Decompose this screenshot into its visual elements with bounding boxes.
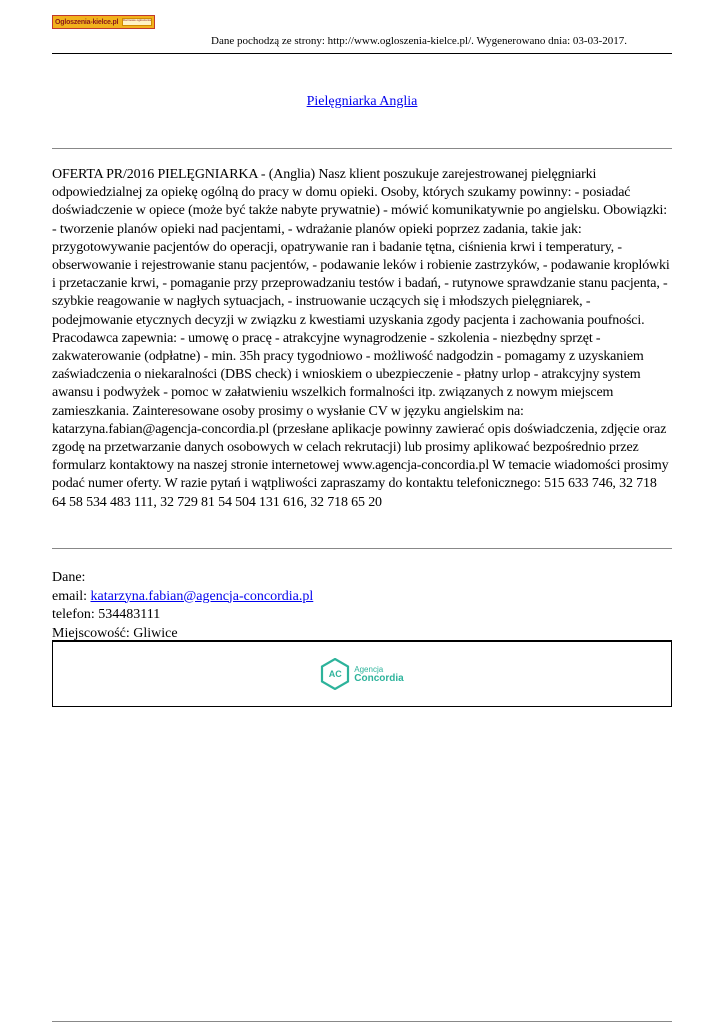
brand-logo-box [52,641,672,707]
contact-city: Miejscowość: Gliwice [52,625,178,641]
listing-body: OFERTA PR/2016 PIELĘGNIARKA - (Anglia) Nasz klient poszukuje zarejestrowanej pielęgniarki odpowiedzialnej za opiekę ogólną do pracy w domu opieki. Osoby, których szukamy powinny: - posiadać doświadczenie w opiece (może być także nabyte prywatnie) - mówić komunikatywnie po angielsku. Obowiązki: - tworzenie planów opieki nad pacjentami, - wdrażanie planów opieki poprzez zadania, takie jak: przygotowywanie pacjentów do operacji, opatrywanie ran i badanie tętna, ciśnienia krwi i temperatury, - obserwowanie i rejestrowanie stanu pacjentów, - podawanie leków i robienie zastrzyków, - podawanie kroplówki i przetaczanie krwi, - pomaganie przy przeprowadzaniu testów i badań, - rutynowe sprawdzanie stanu pacjenta, - szybkie reagowanie w nagłych sytuacjach, - instruowanie uczących się i młodszych pielęgniarek, - podejmowanie etycznych decyzji w związku z kwestiami uzyskania zgody pacjenta i zachowania poufności. Pracodawca zapewnia: - umowę o pracę - atrakcyjne wynagrodzenie - szkolenia - niezbędny sprzęt - zakwaterowanie (odpłatne) - min. 35h pracy tygodniowo - możliwość nadgodzin - pomagamy z uzyskaniem zaświadczenia o niekaralności (DBS check) i wnioskiem o ubezpieczenie - płatny urlop - atrakcyjny system awansu i podwyżek - pomoc w załatwieniu wszelkich formalności itp. związanych z nowym miejscem zamieszkania. Zainteresowane osoby prosimy o wysłanie CV w języku angielskim na: katarzyna.fabian@agencja-concordia.pl (przesłane aplikacje powinny zawierać opis doświadczenia, zdjęcie oraz zgodę na przetwarzanie danych osobowych w celach rekrutacji) lub prosimy aplikować bezpośrednio przez formularz kontaktowy na naszej stronie internetowej www.agencja-concordia.pl W temacie wiadomości prosimy podać numer oferty. W razie pytań i wątpliwości zapraszamy do kontaktu telefonicznego: 515 633 746, 32 718 64 58 534 483 111, 32 729 81 54 504 131 616, 32 718 65 20 [52,167,670,510]
contact-email-row [52,588,313,607]
contact-heading: Dane: [52,570,86,585]
body-divider [52,548,672,549]
site-logo-text: Ogloszenia-kielce.pl [55,18,119,26]
brand-name [354,665,403,683]
contact-phone: telefon: 534483111 [52,607,161,622]
concordia-logo [320,658,403,690]
header-divider [52,53,672,54]
footer-divider [52,1021,672,1022]
listing-title-link[interactable]: Pielęgniarka Anglia [306,94,418,109]
site-logo-tagline: Darmowe ogłoszenia [122,18,152,26]
brand-line2: Concordia [354,673,404,684]
site-logo [52,15,155,29]
brand-line1: Agencja [354,665,384,674]
hexagon-icon [320,658,350,690]
contact-email-link[interactable]: katarzyna.fabian@agencja-concordia.pl [90,588,314,604]
title-divider [52,148,672,149]
brand-mark: AC [328,669,342,679]
source-line: Dane pochodzą ze strony: http://www.ogloszenia-kielce.pl/. Wygenerowano dnia: 03-03-2017. [211,35,627,47]
contact-section [52,569,313,643]
contact-email-label: email: [52,588,91,604]
